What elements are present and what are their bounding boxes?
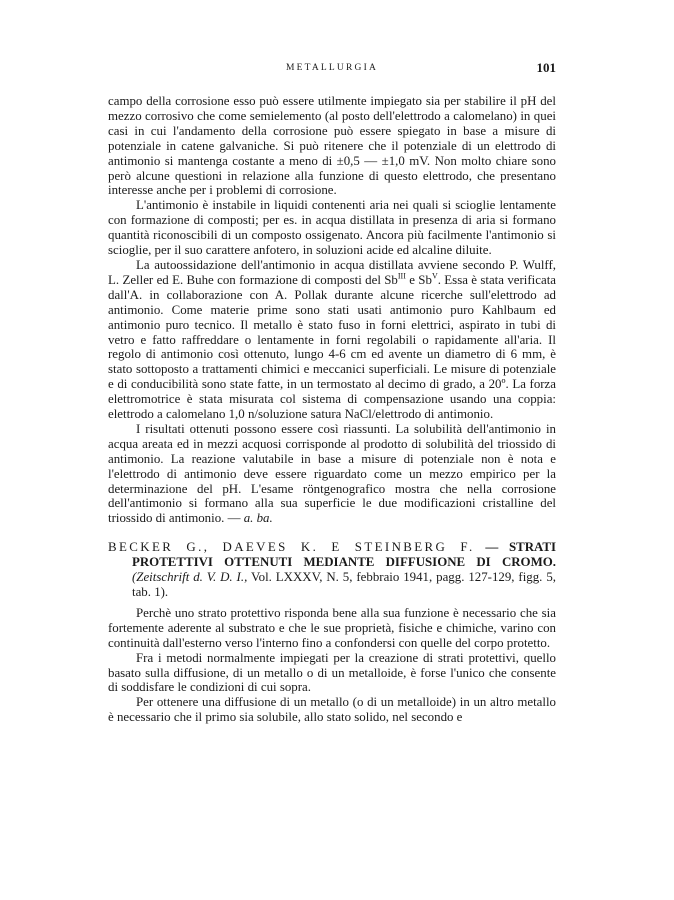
running-title: METALLURGIA xyxy=(285,63,379,73)
reference-journal: (Zeitschrift d. V. D. I., xyxy=(132,570,248,585)
results-text: I risultati ottenuti possono essere così riassunti. La solubilità dell'antimonio in acqua areata ed in mezzi acquosi corrisponde al prodotto di solubilità del triossido di antimonio. La reazione valutabile in base a misure di potenziale non è nota e l'elettrodo di antimonio deve essere riguardato come un mezzo empirico per la determinazione del pH. L'esame röntgenografico mostra che nella corrosione dell'antimonio si formano alla sua superficie le due modificazioni cristalline del triossido di antimonio. — xyxy=(108,421,556,526)
autoxidation-text-1: La autoossidazione dell'antimonio in acqua distillata avviene secondo P. Wulff, L. Zeller ed E. Buhe con formazione di composti del Sb xyxy=(108,257,556,287)
reference-dash: — xyxy=(474,540,509,555)
author-initials: a. ba. xyxy=(243,511,273,526)
section-divider-space xyxy=(108,526,556,540)
paragraph-diffusion-method: Fra i metodi normalmente impiegati per la creazione di strati protettivi, quello basato sulla diffusione, di un metallo o di un metalloide, è forse l'unico che consente di soddisfare le condizioni di cui sopra. xyxy=(108,650,556,695)
paragraph-antimony-instability: L'antimonio è instabile in liquidi contenenti aria nei quali si scioglie lentamente con formazione di composti; per es. in acqua distillata in presenza di aria si formano quantità riconoscibili di un composto ossigenato. Ancora più facilmente l'antimonio si scioglie, per il suo carattere anfotero, in soluzioni acide ed alcaline diluite. xyxy=(108,198,556,258)
paragraph-solubility-requirement: Per ottenere una diffusione di un metallo (o di un metalloide) in un altro metallo è necessario che il primo sia solubile, allo stato solido, nel secondo e xyxy=(108,695,556,725)
autoxidation-text-2: e Sb xyxy=(405,272,432,287)
page-header xyxy=(108,60,556,80)
superscript-v: V xyxy=(431,271,438,281)
page-number: 101 xyxy=(536,60,556,75)
paragraph-autoxidation xyxy=(108,258,556,422)
reference-journal-wrap xyxy=(132,570,556,599)
paragraph-electrode-use: campo della corrosione esso può essere utilmente impiegato sia per stabilire il pH del mezzo corrosivo che come semielemento (al posto dell'elettrodo a calomelano) in quei casi in cui l'andamento della corrosione può essere spiegato in base a misure di potenziale in catene galvaniche. Si può ritenere che il potenziale di un elettrodo di antimonio si mantenga costante a meno di ±0,5 — ±1,0 mV. Non molto chiare sono però alcune questioni in relazione alla funzione di questo elettrodo, che presentano interesse anche per i problemi di corrosione. xyxy=(108,94,556,198)
paragraph-protective-layer: Perchè uno strato protettivo risponda bene alla sua funzione è necessario che sia fortemente aderente al substrato e che le sue proprietà, fisiche e chimiche, varino con continuità dall'esterno verso l'interno fino a confondersi con quelle del corpo protetto. xyxy=(108,605,556,650)
page-body xyxy=(108,94,556,725)
reference-details: Vol. LXXXV, N. 5, febbraio 1941, pagg. 127-129, figg. 5, tab. 1). xyxy=(132,570,556,599)
superscript-iii: III xyxy=(397,271,406,281)
reference-authors: BECKER G., DAEVES K. E STEINBERG F. xyxy=(108,540,475,555)
reference-title: STRATI PROTETTIVI OTTENUTI MEDIANTE DIFFUSIONE DI CROMO. xyxy=(132,540,556,570)
autoxidation-text-3: . Essa è stata verificata dall'A. in collaborazione con A. Pollak durante alcune ricerche sull'elettrodo ad antimonio. Come materie prime sono stati usati antimonio puro Kahlbaum ed antimonio puro tecnico. Il metallo è stato fuso in forni elettrici, aspirato in tubi di vetro e fatto raffreddare o lentamente in forni regolabili o rapidamente all'aria. Il regolo di antimonio così ottenuto, lungo 4-6 cm ed avente un diametro di 6 mm, è stato sottoposto a trattamenti chimici e meccanici superficiali. Le misure di potenziale e di conducibilità sono state fatte, in un termostato al decimo di grado, a 20º. La forza elettromotrice è stata misurata col sistema di compensazione usando una coppia: elettrodo a calomelano 1,0 n/soluzione satura NaCl/elettrodo di antimonio. xyxy=(108,272,557,422)
paragraph-results xyxy=(108,422,556,526)
article-reference xyxy=(108,540,556,600)
